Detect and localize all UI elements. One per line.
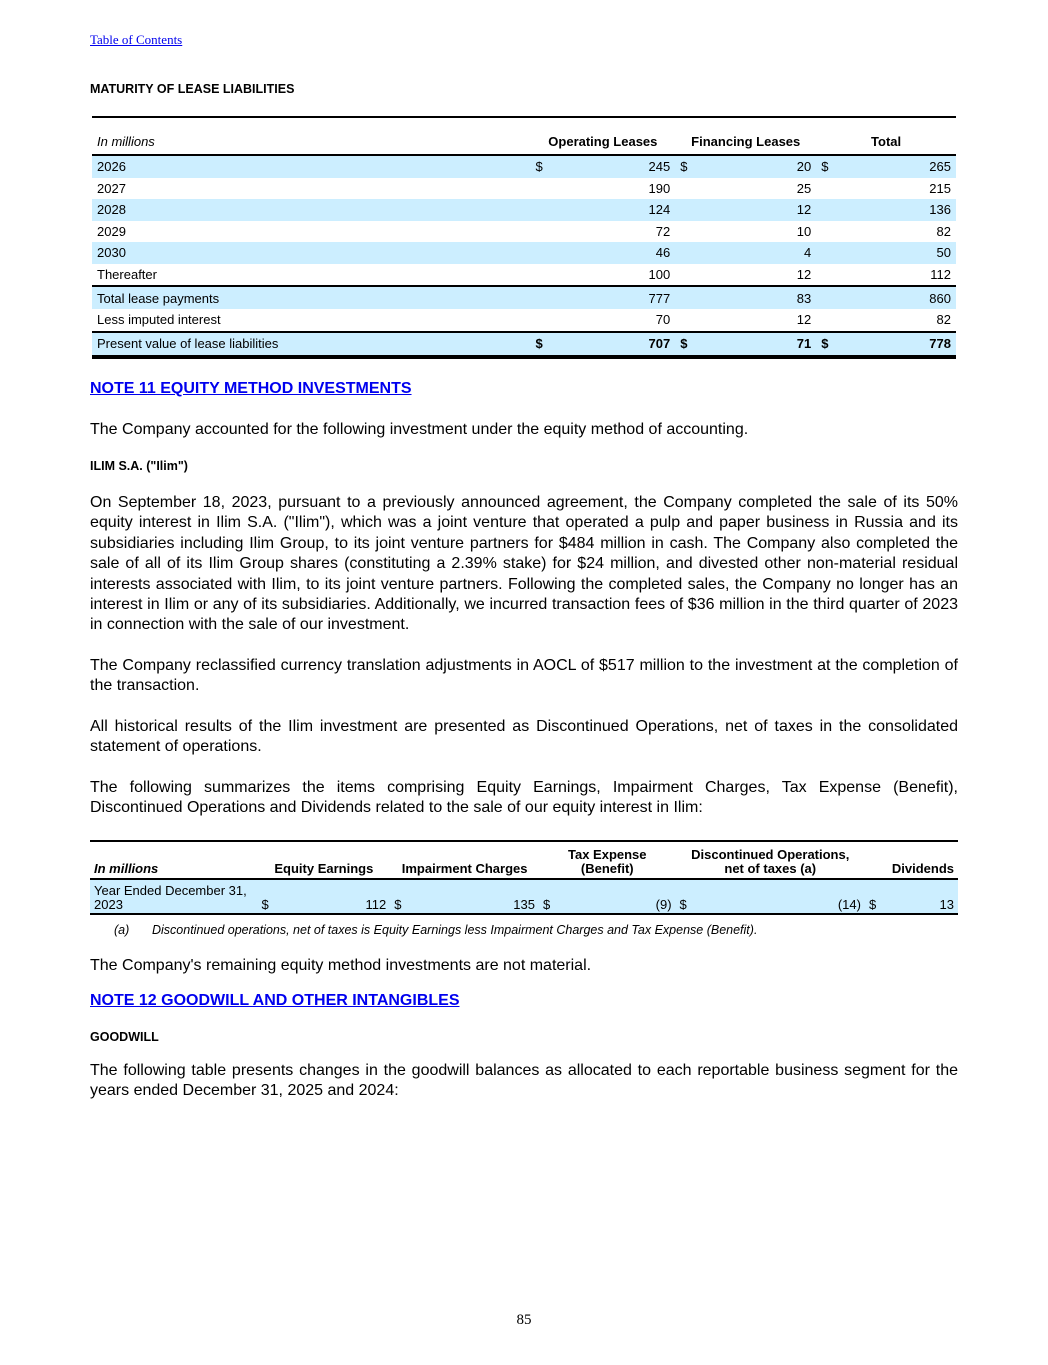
financing-value: 10 xyxy=(796,223,812,239)
currency-symbol: $ xyxy=(675,332,695,357)
ilim-paragraph-summary: The following summarizes the items comprising Equity Earnings, Impairment Charges, Tax Expense (Benefit), Discontinued Operations and Dividends related to the sale of our equity interest in Ilim: xyxy=(90,779,958,817)
table-row xyxy=(92,155,956,178)
ilim-paragraph-sale: On September 18, 2023, pursuant to a previously announced agreement, the Company completed the sale of its 50% equity interest in Ilim S.A. ("Ilim"), which was a joint venture that operated a pulp and paper business in Russia and its subsidiaries including Ilim Group, to its joint venture partners for $484 million in cash. The Company also completed the sale of all of its Ilim Group shares (constituting a 2.39% stake) for $24 million, and divested other non-material residual interests associated with Ilim, to its joint venture partners. Following the completed sales, the Company no longer has an interest in Ilim or any of its subsidiaries. Additionally, we incurred transaction fees of $36 million in the third quarter of 2023 in connection with the sale of our investment. xyxy=(90,494,958,634)
currency-symbol: $ xyxy=(676,879,694,914)
currency-symbol: $ xyxy=(816,155,836,178)
ilim-subheading: ILIM S.A. ("Ilim") xyxy=(90,459,188,473)
financing-value: 4 xyxy=(695,242,816,264)
table-row xyxy=(92,264,956,287)
total-value: 215 xyxy=(929,180,951,196)
row-label: Present value of lease liabilities xyxy=(92,332,530,357)
currency-symbol: $ xyxy=(865,879,883,914)
financing-value: 12 xyxy=(796,312,812,328)
goodwill-paragraph: The following table presents changes in the goodwill balances as allocated to each reportable business segment for the years ended December 31, 2025 and 2024: xyxy=(90,1062,958,1100)
total-value: 136 xyxy=(836,199,956,221)
total-value: 778 xyxy=(836,332,956,357)
currency-symbol: $ xyxy=(530,155,550,178)
row-label: 2030 xyxy=(92,242,530,264)
currency-symbol: $ xyxy=(539,879,557,914)
row-label: Thereafter xyxy=(97,266,157,282)
column-header-equity-earnings: Equity Earnings xyxy=(257,841,390,879)
table-of-contents-link[interactable]: Table of Contents xyxy=(90,32,183,47)
footnote-text: Discontinued operations, net of taxes is Equity Earnings less Impairment Charges and Tax Expense (Benefit). xyxy=(152,923,758,937)
table-row xyxy=(90,879,958,914)
ilim-summary-table xyxy=(90,840,958,915)
table-row-present-value xyxy=(92,332,956,357)
note-11-intro: The Company accounted for the following investment under the equity method of accounting. xyxy=(90,421,749,438)
total-value: 265 xyxy=(836,155,956,178)
currency-symbol: $ xyxy=(390,879,408,914)
row-label: 2027 xyxy=(97,180,126,196)
operating-value: 46 xyxy=(550,242,675,264)
financing-value: 71 xyxy=(695,332,816,357)
operating-value: 707 xyxy=(550,332,675,357)
unit-label: In millions xyxy=(90,841,257,879)
note-12-title-link[interactable]: NOTE 12 GOODWILL AND OTHER INTANGIBLES xyxy=(90,992,460,1009)
total-value: 860 xyxy=(836,286,956,309)
financing-value: 12 xyxy=(695,199,816,221)
table-header-row xyxy=(90,841,958,879)
financing-value: 25 xyxy=(796,180,812,196)
currency-symbol: $ xyxy=(816,332,836,357)
goodwill-subheading: GOODWILL xyxy=(90,1030,159,1044)
page-number: 85 xyxy=(516,1312,532,1328)
currency-symbol: $ xyxy=(257,879,275,914)
table-row-imputed-interest xyxy=(92,309,956,332)
total-value: 50 xyxy=(836,242,956,264)
discontinued-operations-value: (14) xyxy=(693,879,865,914)
column-header-impairment-charges: Impairment Charges xyxy=(390,841,539,879)
financing-value: 83 xyxy=(695,286,816,309)
table-row xyxy=(92,178,956,200)
financing-value: 20 xyxy=(695,155,816,178)
row-label: 2029 xyxy=(97,223,126,239)
lease-section-title: MATURITY OF LEASE LIABILITIES xyxy=(90,82,295,96)
column-header-tax-expense: Tax Expense (Benefit) xyxy=(539,841,676,879)
lease-maturity-table xyxy=(92,116,956,359)
currency-symbol: $ xyxy=(675,155,695,178)
operating-value: 72 xyxy=(655,223,671,239)
footnote-mark: (a) xyxy=(114,923,130,937)
impairment-charges-value: 135 xyxy=(408,879,539,914)
table-row xyxy=(92,199,956,221)
operating-value: 190 xyxy=(648,180,671,196)
table-row xyxy=(92,242,956,264)
ilim-paragraph-discontinued: All historical results of the Ilim investment are presented as Discontinued Operations, net of taxes in the consolidated statement of operations. xyxy=(90,718,958,756)
equity-earnings-value: 112 xyxy=(275,879,390,914)
note-11-closing: The Company's remaining equity method investments are not material. xyxy=(90,957,592,974)
total-value: 112 xyxy=(930,266,951,282)
note-11-title-link[interactable]: NOTE 11 EQUITY METHOD INVESTMENTS xyxy=(90,380,412,397)
row-label: Less imputed interest xyxy=(97,312,221,328)
financing-value: 12 xyxy=(796,266,812,282)
row-label: 2028 xyxy=(92,199,530,221)
ilim-paragraph-aocl: The Company reclassified currency translation adjustments in AOCL of $517 million to the investment at the completion of the transaction. xyxy=(90,657,958,695)
row-label: Year Ended December 31, 2023 xyxy=(90,879,257,914)
row-label: Total lease payments xyxy=(92,286,530,309)
column-header-dividends: Dividends xyxy=(865,841,958,879)
table-footnote xyxy=(114,923,757,937)
operating-value: 124 xyxy=(550,199,675,221)
column-header-discontinued-operations: Discontinued Operations, net of taxes (a) xyxy=(676,841,865,879)
column-header-operating: Operating Leases xyxy=(530,117,675,155)
table-row-total-payments xyxy=(92,286,956,309)
unit-label: In millions xyxy=(92,117,530,155)
column-header-financing: Financing Leases xyxy=(675,117,816,155)
total-value: 82 xyxy=(936,312,951,328)
operating-value: 70 xyxy=(655,312,671,328)
column-header-total: Total xyxy=(816,117,956,155)
table-row xyxy=(92,221,956,243)
total-value: 82 xyxy=(936,223,951,239)
operating-value: 100 xyxy=(648,266,671,282)
operating-value: 777 xyxy=(550,286,675,309)
currency-symbol: $ xyxy=(530,332,550,357)
tax-expense-value: (9) xyxy=(557,879,676,914)
operating-value: 245 xyxy=(550,155,675,178)
dividends-value: 13 xyxy=(883,879,958,914)
row-label: 2026 xyxy=(92,155,530,178)
table-header-row xyxy=(92,117,956,155)
